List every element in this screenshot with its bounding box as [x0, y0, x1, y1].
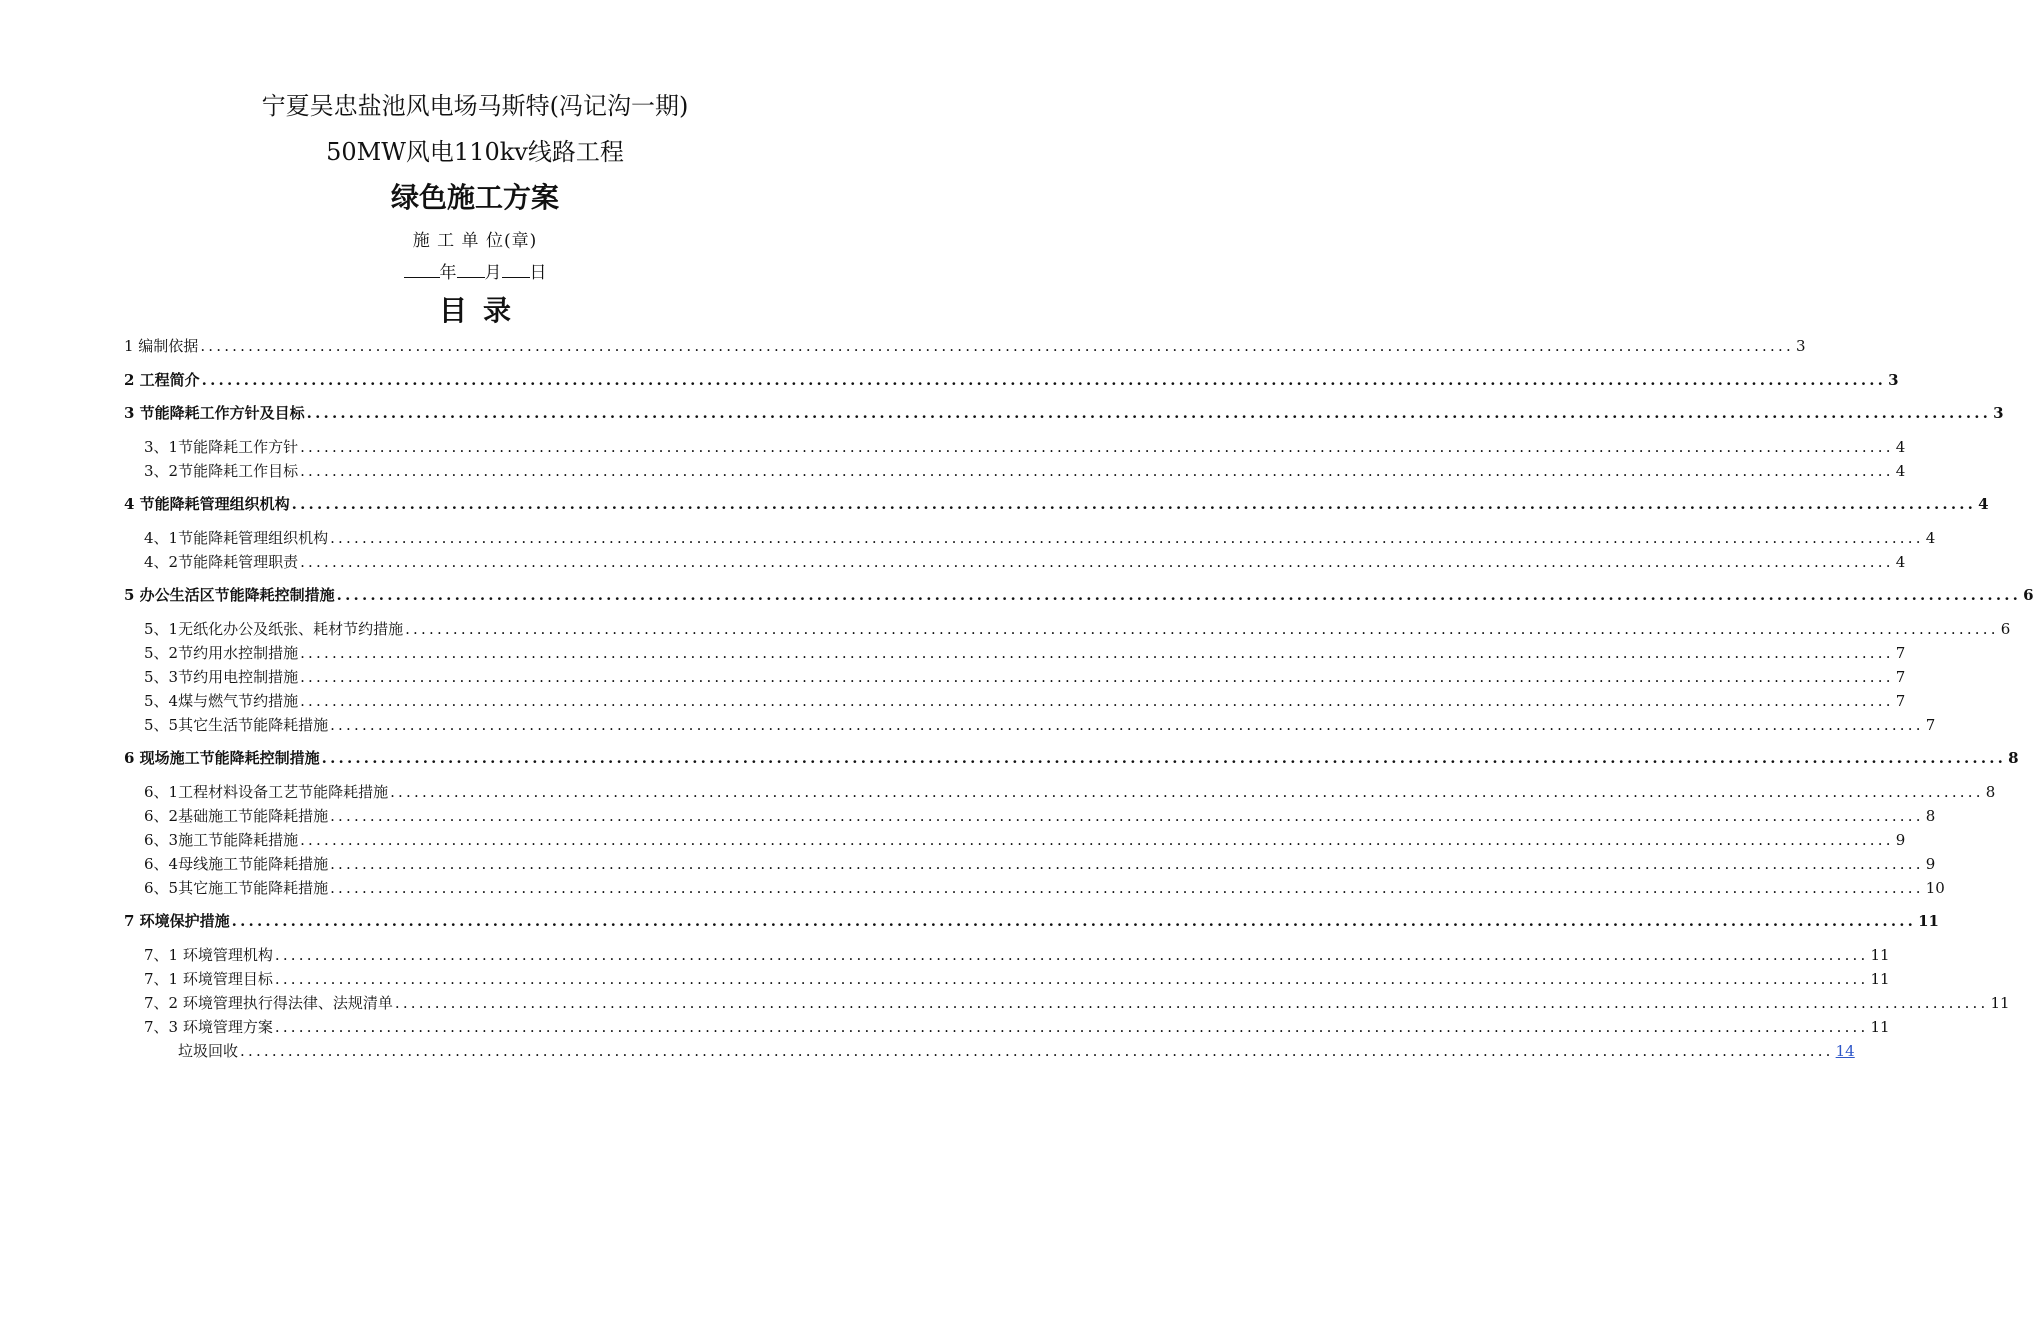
toc-entry[interactable] [124, 909, 1939, 933]
toc-leader-dots: ........................................................................................................................................................................................................ [300, 553, 1894, 571]
toc-leader-dots: ........................................................................................................................................................................................................ [240, 1042, 1834, 1060]
toc-entry-text: 7、1 环境管理目标 [144, 970, 273, 988]
toc-leader-dots: ........................................................................................................................................................................................................ [330, 855, 1924, 873]
toc-leader-dots: ........................................................................................................................................................................................................ [300, 831, 1894, 849]
toc-leader-dots: ........................................................................................................................................................................................................ [291, 495, 1977, 513]
toc-entry-text: 4、1节能降耗管理组织机构 [144, 529, 329, 547]
toc-leader-dots: ........................................................................................................................................................................................................ [201, 371, 1887, 389]
toc-entry-text: 5、5其它生活节能降耗措施 [144, 716, 329, 734]
toc-entry-page: 10 [1925, 879, 1945, 897]
toc-leader-dots: ........................................................................................................................................................................................................ [274, 946, 1869, 964]
month-blank [457, 259, 485, 278]
toc-entry-text: 5、4煤与燃气节约措施 [144, 692, 299, 710]
toc-leader-dots: ........................................................................................................................................................................................................ [405, 620, 1999, 638]
toc-leader-dots: ........................................................................................................................................................................................................ [300, 692, 1894, 710]
toc-entry-text: 6 现场施工节能降耗控制措施 [124, 749, 320, 767]
toc-entry-page: 11 [1870, 970, 1890, 988]
toc-entry-text: 3、1节能降耗工作方针 [144, 438, 299, 456]
toc-leader-dots: ........................................................................................................................................................................................................ [330, 716, 1924, 734]
toc-entry[interactable] [124, 583, 2034, 607]
toc-entry-text: 3 节能降耗工作方针及目标 [124, 404, 305, 422]
toc-entry[interactable] [144, 991, 2010, 1015]
toc-leader-dots: ........................................................................................................................................................................................................ [300, 438, 1894, 456]
toc-entry-page-link[interactable]: 14 [1835, 1042, 1855, 1060]
toc-entry[interactable] [144, 550, 1906, 574]
toc-entry[interactable] [144, 526, 1936, 550]
toc-entry-text: 7、1 环境管理机构 [144, 946, 273, 964]
project-title-line2: 50MW风电110kv线路工程 [326, 138, 624, 166]
toc-entry-text: 7 环境保护措施 [124, 912, 230, 930]
toc-entry[interactable] [124, 334, 1806, 358]
toc-entry-page: 7 [1895, 692, 1906, 710]
toc-entry-page: 11 [1918, 912, 1939, 930]
day-label: 日 [529, 263, 547, 283]
toc-entry-page: 4 [1895, 462, 1906, 480]
project-title-line1: 宁夏吴忠盐池风电场马斯特(冯记沟一期) [261, 92, 689, 120]
toc-entry-text: 6、5其它施工节能降耗措施 [144, 879, 329, 897]
toc-entry-text: 6、3施工节能降耗措施 [144, 831, 299, 849]
toc-entry[interactable] [144, 665, 1906, 689]
toc-entry[interactable] [144, 459, 1906, 483]
year-label: 年 [439, 263, 457, 283]
toc-leader-dots: ........................................................................................................................................................................................................ [390, 783, 1984, 801]
toc-entry-text: 5、2节约用水控制措施 [144, 644, 299, 662]
toc-entry[interactable] [144, 689, 1906, 713]
toc-entry-page: 3 [1795, 337, 1806, 355]
toc-entry-page: 11 [1870, 946, 1890, 964]
toc-leader-dots: ........................................................................................................................................................................................................ [321, 749, 2007, 767]
toc-entry[interactable] [144, 804, 1936, 828]
month-label: 月 [484, 263, 502, 283]
toc-entry[interactable] [144, 828, 1906, 852]
toc-entry-page: 9 [1895, 831, 1906, 849]
toc-leader-dots: ........................................................................................................................................................................................................ [274, 970, 1869, 988]
toc-leader-dots: ........................................................................................................................................................................................................ [330, 529, 1924, 547]
toc-entry[interactable] [178, 1039, 1855, 1063]
toc-entry-text: 4、2节能降耗管理职责 [144, 553, 299, 571]
toc-title: 目录 [438, 294, 527, 327]
toc-entry-page: 4 [1925, 529, 1936, 547]
toc-leader-dots: ........................................................................................................................................................................................................ [300, 462, 1894, 480]
toc-entry-text: 6、4母线施工节能降耗措施 [144, 855, 329, 873]
toc-entry-page: 6 [2000, 620, 2011, 638]
toc-entry-page: 11 [1990, 994, 2010, 1012]
toc-entry-text: 垃圾回收 [178, 1042, 239, 1060]
toc-leader-dots: ........................................................................................................................................................................................................ [394, 994, 1989, 1012]
toc-entry-page: 8 [1985, 783, 1996, 801]
toc-entry-page: 7 [1925, 716, 1936, 734]
toc-entry[interactable] [144, 713, 1936, 737]
toc-entry[interactable] [144, 617, 2011, 641]
toc-entry[interactable] [144, 780, 1996, 804]
toc-entry[interactable] [124, 368, 1899, 392]
day-blank [502, 259, 530, 278]
toc-leader-dots: ........................................................................................................................................................................................................ [200, 337, 1794, 355]
construction-unit-stamp-line: 施 工 单 位(章) [412, 231, 538, 251]
toc-entry-text: 7、3 环境管理方案 [144, 1018, 273, 1036]
toc-entry[interactable] [144, 852, 1936, 876]
date-line [0, 259, 950, 285]
toc-entry-text: 3、2节能降耗工作目标 [144, 462, 299, 480]
toc-entry[interactable] [144, 435, 1906, 459]
toc-leader-dots: ........................................................................................................................................................................................................ [231, 912, 1917, 930]
toc-leader-dots: ........................................................................................................................................................................................................ [274, 1018, 1869, 1036]
toc-entry[interactable] [144, 876, 1945, 900]
toc-entry-page: 7 [1895, 668, 1906, 686]
toc-leader-dots: ........................................................................................................................................................................................................ [336, 586, 2022, 604]
toc-entry-page: 4 [1895, 553, 1906, 571]
toc-entry[interactable] [144, 641, 1906, 665]
toc-entry[interactable] [144, 943, 1890, 967]
toc-leader-dots: ........................................................................................................................................................................................................ [306, 404, 1992, 422]
toc-entry[interactable] [144, 967, 1890, 991]
toc-entry-text: 6、1工程材料设备工艺节能降耗措施 [144, 783, 389, 801]
toc-entry-text: 5 办公生活区节能降耗控制措施 [124, 586, 335, 604]
toc-leader-dots: ........................................................................................................................................................................................................ [300, 668, 1894, 686]
toc-entry-page: 6 [2023, 586, 2034, 604]
toc-entry[interactable] [124, 492, 1989, 516]
toc-entry-text: 5、3节约用电控制措施 [144, 668, 299, 686]
toc-entry-text: 4 节能降耗管理组织机构 [124, 495, 290, 513]
toc-entry[interactable] [124, 401, 2004, 425]
toc-entry-text: 5、1无纸化办公及纸张、耗材节约措施 [144, 620, 404, 638]
toc-entry-page: 4 [1895, 438, 1906, 456]
toc-entry-page: 3 [1993, 404, 2004, 422]
toc-entry-page: 3 [1888, 371, 1899, 389]
toc-entry-page: 8 [1925, 807, 1936, 825]
toc-leader-dots: ........................................................................................................................................................................................................ [300, 644, 1894, 662]
document-title: 绿色施工方案 [390, 181, 559, 214]
toc-entry[interactable] [124, 746, 2019, 770]
toc-entry-text: 1 编制依据 [124, 337, 199, 355]
toc-entry-text: 6、2基础施工节能降耗措施 [144, 807, 329, 825]
toc-entry[interactable] [144, 1015, 1890, 1039]
toc-entry-text: 2 工程简介 [124, 371, 200, 389]
toc-entry-page: 11 [1870, 1018, 1890, 1036]
toc-entry-page: 7 [1895, 644, 1906, 662]
toc-leader-dots: ........................................................................................................................................................................................................ [330, 879, 1924, 897]
year-blank [404, 259, 440, 278]
toc-entry-text: 7、2 环境管理执行得法律、法规清单 [144, 994, 393, 1012]
toc-entry-page: 4 [1978, 495, 1989, 513]
toc-leader-dots: ........................................................................................................................................................................................................ [330, 807, 1924, 825]
toc-entry-page: 9 [1925, 855, 1936, 873]
toc-entry-page: 8 [2008, 749, 2019, 767]
